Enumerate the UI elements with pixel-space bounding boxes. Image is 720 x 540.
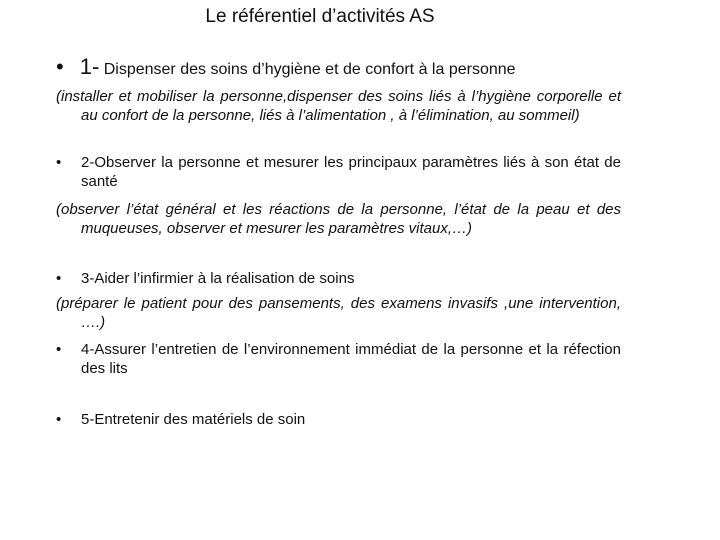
slide-title: Le référentiel d’activités AS [205,6,435,27]
item-text: Dispenser des soins d’hygiène et de confort à la personne [103,61,516,78]
item-2-detail-text: (observer l’état général et les réactions de la personne, l’état de la peau et des muqueuses, observer et mesurer les paramètres vitaux,…) [56,201,621,237]
bullet-item-1 [56,54,656,83]
bullet-marker: • [56,411,62,428]
item-2-text: 2-Observer la personne et mesurer les principaux paramètres liés à son état de santé [81,154,621,190]
item-4-text: 4-Assurer l’entretien de l’environnement immédiat de la personne et la réfection des lits [81,341,621,377]
item-3-text: 3-Aider l’infirmier à la réalisation de soins [81,270,355,287]
item-3-detail [56,294,621,332]
item-5-text: 5-Entretenir des matériels de soin [81,411,306,428]
bullet-marker: • [56,54,64,79]
bullet-item-4 [56,340,621,378]
item-3-detail-text: (préparer le patient pour des pansements, des examens invasifs ,une intervention, ….) [56,295,621,331]
bullet-marker: • [56,341,62,358]
bullet-marker: • [56,154,62,171]
item-1-detail [56,87,621,125]
bullet-item-3 [56,269,621,288]
bullet-item-2 [56,153,621,191]
item-2-detail [56,200,621,238]
bullet-marker: • [56,270,62,287]
item-number: 1- [79,54,100,79]
bullet-item-5 [56,410,621,429]
item-1-detail-text: (installer et mobiliser la personne,dispenser des soins liés à l’hygiène corporelle et au confort de la personne, liés à l’alimentation , à l’élimination, au sommeil) [56,88,621,124]
